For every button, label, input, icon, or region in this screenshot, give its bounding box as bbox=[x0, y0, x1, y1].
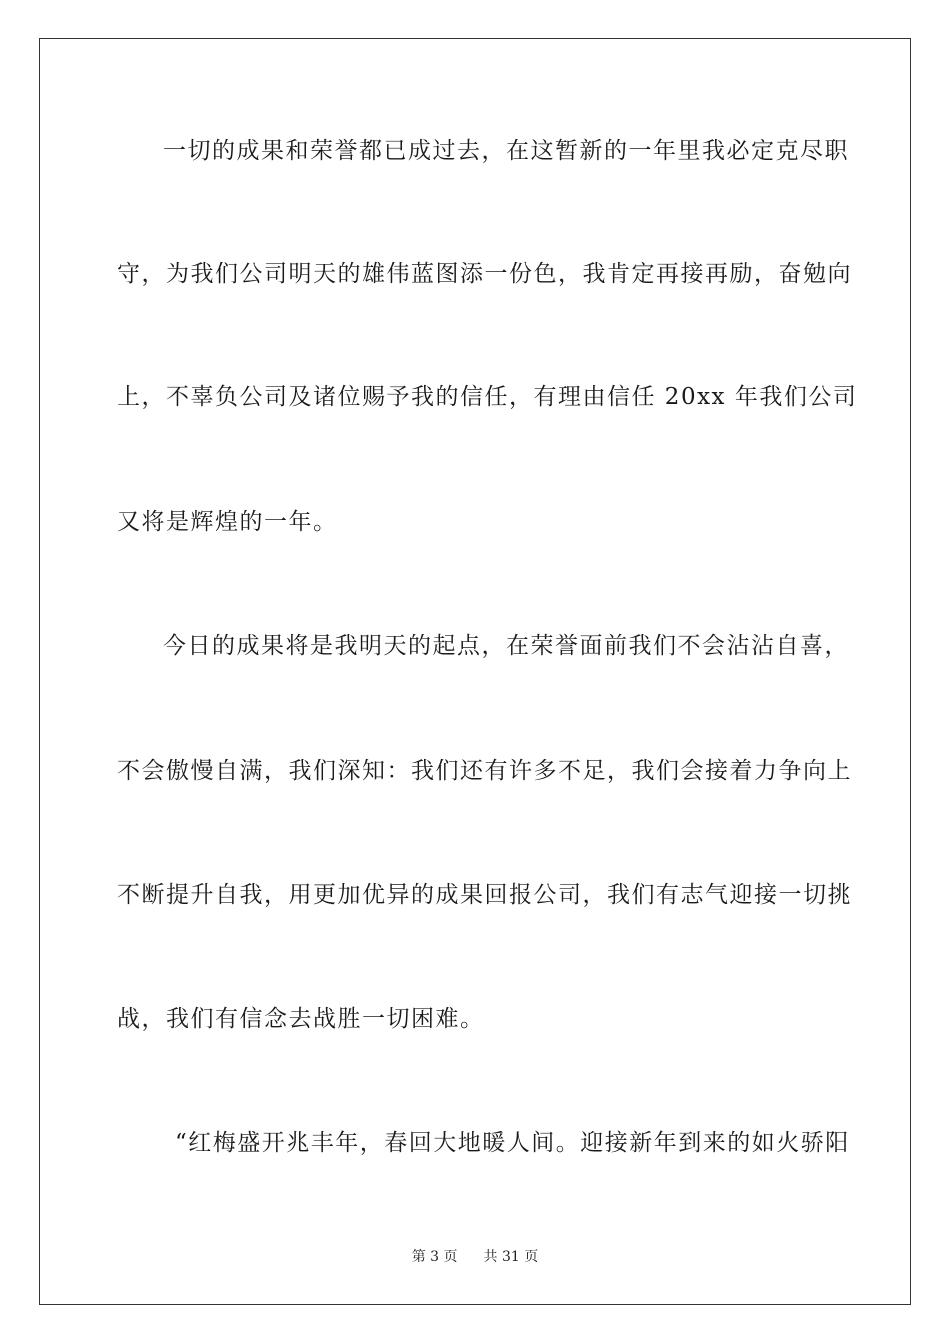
paragraph-2-line-4: 战，我们有信念去战胜一切困难。 bbox=[117, 1006, 485, 1032]
paragraph-1-line-1: 一切的成果和荣誉都已成过去，在这暂新的一年里我必定克尽职 bbox=[163, 138, 849, 164]
paragraph-3-line-1: “红梅盛开兆丰年，春回大地暖人间。迎接新年到来的如火骄阳 bbox=[175, 1130, 850, 1156]
paragraph-1-line-4: 又将是辉煌的一年。 bbox=[117, 509, 338, 535]
page-total: 共 31 页 bbox=[483, 1249, 539, 1265]
paragraph-2-line-2: 不会傲慢自满，我们深知：我们还有许多不足，我们会接着力争向上 bbox=[117, 758, 852, 784]
paragraph-2-line-1: 今日的成果将是我明天的起点，在荣誉面前我们不会沾沾自喜， bbox=[163, 633, 849, 659]
paragraph-2-line-3: 不断提升自我，用更加优异的成果回报公司，我们有志气迎接一切挑 bbox=[117, 882, 852, 908]
page-border bbox=[39, 38, 911, 1305]
page-footer bbox=[0, 1248, 950, 1266]
paragraph-1-line-2: 守，为我们公司明天的雄伟蓝图添一份色，我肯定再接再励，奋勉向 bbox=[117, 261, 852, 287]
paragraph-1-line-3: 上，不辜负公司及诸位赐予我的信任，有理由信任 20xx 年我们公司 bbox=[117, 384, 858, 410]
page-number: 第 3 页 bbox=[411, 1249, 458, 1265]
